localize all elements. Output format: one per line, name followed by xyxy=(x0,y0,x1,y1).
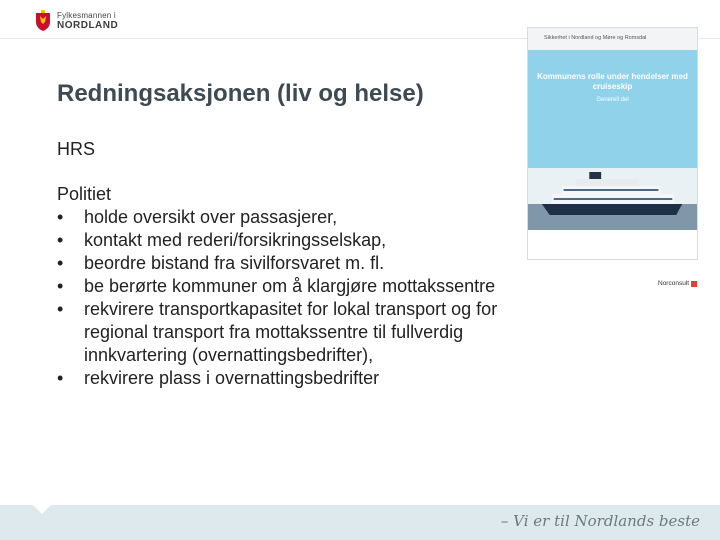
bullet-marker: • xyxy=(57,299,64,319)
bullet-marker: • xyxy=(57,276,64,296)
list-item xyxy=(57,206,507,229)
list-item xyxy=(57,275,507,298)
logo-line-1: Fylkesmannen i xyxy=(57,10,116,20)
bullet-text: rekvirere plass i overnattingsbedrifter xyxy=(84,368,380,388)
slide-subtitle: HRS xyxy=(57,139,96,159)
bullet-marker: • xyxy=(57,253,64,273)
bullet-list xyxy=(57,206,507,390)
bullet-text: be berørte kommuner om å klargjøre mottakssentre xyxy=(84,276,496,296)
bullet-text: beordre bistand fra sivilforsvaret m. fl. xyxy=(84,253,385,273)
list-item xyxy=(57,252,507,275)
bullet-marker: • xyxy=(57,207,64,227)
cover-title: Kommunens rolle under hendelser med cruiseskip xyxy=(537,72,688,91)
list-item xyxy=(57,229,507,252)
bullet-text: rekvirere transportkapasitet for lokal transport og for regional transport fra mottakssentre til fullverdig innkvartering (overnattingsbedrifter), xyxy=(84,299,498,365)
norconsult-logo xyxy=(658,280,697,287)
section-heading: Politiet xyxy=(57,184,112,204)
footer-slogan: – Vi er til Nordlands beste xyxy=(500,512,700,530)
cover-title-panel xyxy=(528,50,697,168)
slide-title: Redningsaksjonen (liv og helse) xyxy=(57,80,424,107)
bullet-marker: • xyxy=(57,368,64,388)
norconsult-mark-icon xyxy=(691,281,697,287)
fylkesmannen-logo[interactable] xyxy=(34,10,118,32)
coat-of-arms-icon xyxy=(34,10,52,32)
list-item xyxy=(57,367,507,390)
bullet-text: holde oversikt over passasjerer, xyxy=(84,207,338,227)
bullet-marker: • xyxy=(57,230,64,250)
footer-notch xyxy=(33,505,51,514)
list-item xyxy=(57,298,507,367)
slide-body xyxy=(57,183,507,390)
bullet-text: kontakt med rederi/forsikringsselskap, xyxy=(84,230,387,250)
norconsult-text: Norconsult xyxy=(658,280,690,287)
logo-line-2: NORDLAND xyxy=(57,19,119,31)
report-cover-image xyxy=(527,27,698,260)
cruise-ship-illustration xyxy=(528,168,697,230)
cover-subtitle: Generell del xyxy=(596,97,629,103)
cover-top-text: Sikkerhet i Nordland og Møre og Romsdal xyxy=(544,35,647,41)
